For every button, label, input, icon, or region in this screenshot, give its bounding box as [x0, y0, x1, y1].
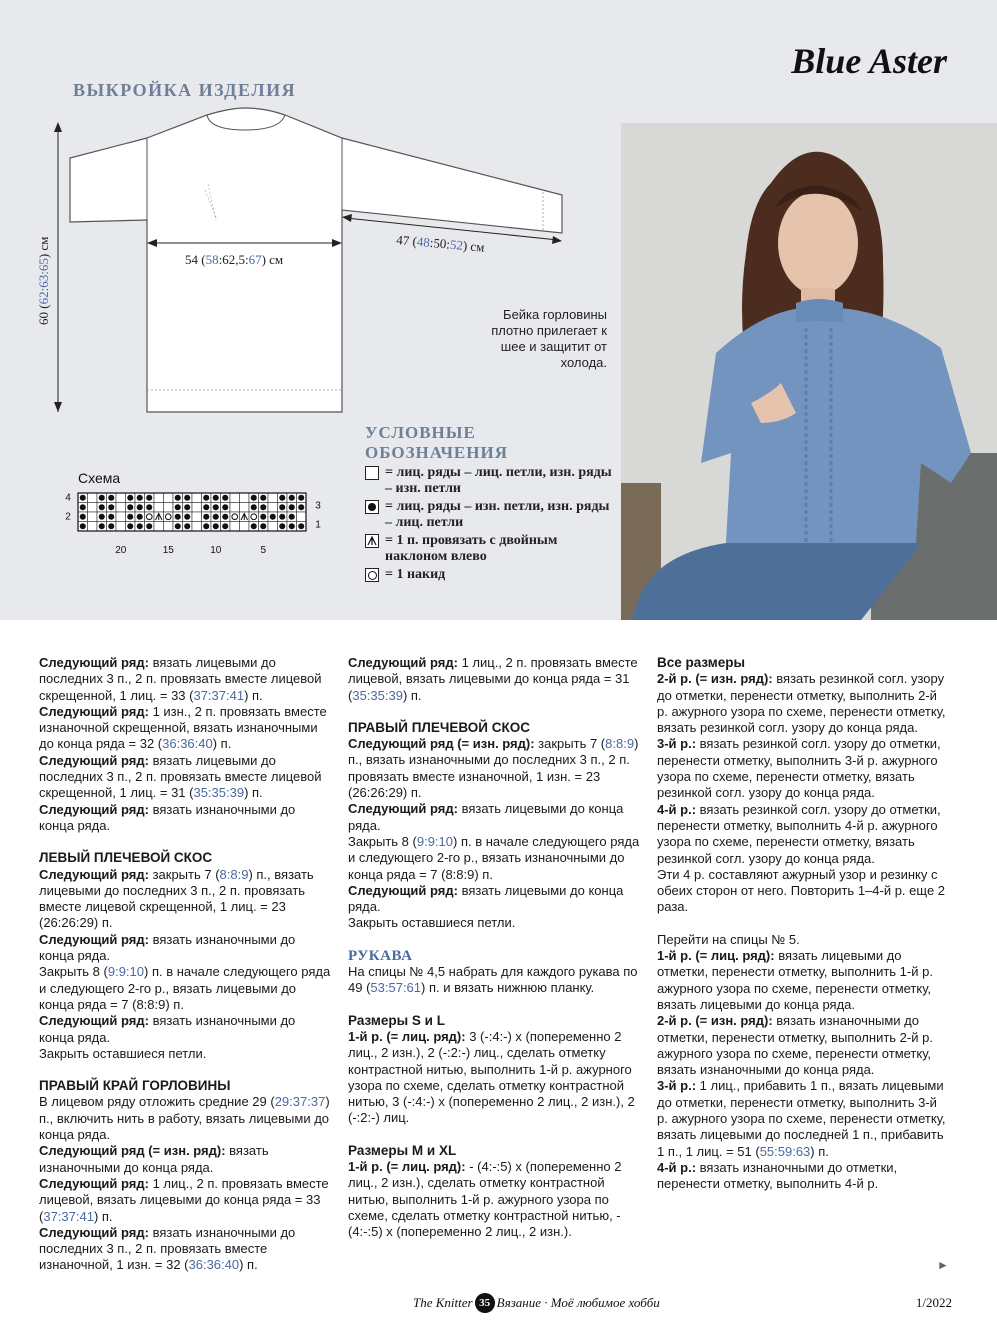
purl-dot — [260, 514, 266, 520]
purl-dot — [137, 504, 143, 510]
row-label: Следующий ряд (= изн. ряд): — [348, 736, 535, 752]
row-label: Следующий ряд: — [348, 801, 458, 817]
height-label — [36, 237, 51, 325]
instruction-paragraph — [39, 655, 331, 704]
instruction-paragraph — [657, 736, 947, 801]
row-text: вязать изнаночными до конца ряда. — [39, 801, 296, 833]
row-text: Закрыть 8 ( — [39, 964, 108, 980]
purl-dot — [80, 514, 86, 520]
instruction-paragraph — [348, 834, 640, 883]
legend — [365, 423, 615, 583]
instruction-paragraph — [348, 915, 640, 931]
page-number: 35 — [475, 1293, 495, 1313]
size-values: 9:9:10 — [416, 833, 454, 849]
purl-dot — [175, 495, 181, 501]
purl-dot — [298, 523, 304, 529]
width-label-s3: 67 — [248, 252, 262, 267]
row-text: вязать резинкой согл. узору до отметки, перенести отметку, выполнить 4-й р. ажурного узора по схеме, перенести отметку, вязать резинкой согл. узору до конца ряда. — [657, 801, 941, 866]
purl-dot — [80, 504, 86, 510]
purl-dot — [260, 504, 266, 510]
purl-dot — [127, 523, 133, 529]
height-label-unit: ) см — [36, 236, 51, 259]
row-label: 1-й р. (= лиц. ряд): — [348, 1028, 466, 1044]
row-label: 2-й р. (= изн. ряд): — [657, 1013, 773, 1029]
column-1 — [39, 655, 331, 1274]
purl-dot — [146, 523, 152, 529]
row-text: закрыть 7 ( — [534, 736, 606, 752]
purl-dot — [222, 514, 228, 520]
filled-dot-icon — [365, 500, 379, 514]
next-page-arrow-icon[interactable]: ► — [937, 1258, 949, 1272]
row-text-end: ) п. — [402, 687, 422, 703]
row-text-end: ) п. — [244, 687, 263, 703]
instruction-paragraph — [39, 1094, 331, 1143]
purl-dot — [251, 504, 257, 510]
size-values: 36:36:40 — [162, 736, 213, 752]
row-text-end: ) п. в начале следующего ряда и следующего 2-го р., вязать изнаночными до конца ряда = 7 (8:8:9) п. — [348, 833, 640, 882]
legend-item — [365, 533, 615, 565]
row-label: Следующий ряд: — [348, 882, 458, 898]
row-text-end: ) п. в начале следующего ряда и следующего 2-го р., вязать лицевыми до конца ряда = 7 (8:8:9) п. — [39, 964, 331, 1012]
row-label: Следующий ряд: — [39, 1175, 149, 1191]
sleeve-label — [396, 232, 485, 255]
purl-dot — [213, 523, 219, 529]
purl-dot — [127, 495, 133, 501]
issue-number: 1/2022 — [915, 1295, 952, 1310]
row-label: 1-й р. (= лиц. ряд): — [657, 948, 775, 964]
instruction-paragraph — [39, 1225, 331, 1274]
magazine-tagline: Вязание · Моё любимое хобби — [496, 1295, 660, 1310]
chart-cell — [116, 493, 126, 503]
sleeve-label-s1: 48 — [416, 233, 431, 250]
purl-dot — [289, 523, 295, 529]
row-text-end: ) п. — [212, 736, 232, 752]
sleeve-label-s3: 52 — [449, 236, 464, 253]
purl-dot — [270, 514, 276, 520]
chart-cell — [116, 503, 126, 513]
purl-dot — [289, 495, 295, 501]
purl-dot — [99, 504, 105, 510]
purl-dot — [213, 504, 219, 510]
row-text: В лицевом ряду отложить средние 29 ( — [39, 1094, 275, 1110]
instruction-paragraph — [39, 704, 331, 753]
instruction-paragraph — [657, 671, 947, 736]
row-text: Закрыть 8 ( — [348, 833, 417, 849]
row-text: закрыть 7 ( — [148, 866, 220, 882]
purl-dot — [108, 504, 114, 510]
instruction-paragraph — [348, 736, 640, 801]
purl-dot — [184, 514, 190, 520]
row-label: 2-й р. (= изн. ряд): — [657, 671, 773, 687]
row-text: вязать резинкой согл. узору до отметки, перенести отметку, выполнить 3-й р. ажурного узора по схеме, перенести отметку, вязать резинкой согл. узору до конца ряда. — [657, 736, 941, 801]
chart-cell — [154, 522, 164, 532]
section-title: ПРАВЫЙ ПЛЕЧЕВОЙ СКОС — [348, 719, 530, 735]
chart-cell — [240, 493, 250, 503]
column-2 — [348, 655, 640, 1241]
section-title: Все размеры — [657, 655, 746, 670]
legend-title-line2: ОБОЗНАЧЕНИЯ — [365, 443, 508, 462]
yarn-over-icon — [365, 568, 379, 582]
purl-dot — [127, 514, 133, 520]
purl-dot — [175, 523, 181, 529]
purl-dot — [251, 523, 257, 529]
chart-cell — [164, 522, 174, 532]
footer-center — [413, 1293, 660, 1313]
row-text: Закрыть оставшиеся петли. — [348, 915, 516, 931]
size-values: 29:37:37 — [274, 1094, 326, 1110]
row-label: Следующий ряд: — [39, 1224, 149, 1240]
purl-dot — [184, 504, 190, 510]
size-values: 37:37:41 — [43, 1208, 94, 1224]
height-label-main: 60 ( — [36, 304, 51, 325]
purl-dot — [213, 514, 219, 520]
purl-dot — [279, 495, 285, 501]
chart-cell — [268, 493, 278, 503]
height-label-sizes: 62:63:65 — [36, 258, 51, 305]
brand-title: Blue Aster — [791, 41, 947, 81]
sleeve-label-s2: :50: — [429, 234, 451, 252]
size-values: 35:35:39 — [193, 785, 245, 801]
purl-dot — [222, 504, 228, 510]
row-text: вязать лицевыми до конца ряда. — [348, 882, 624, 915]
model-photo — [621, 123, 997, 620]
section-title: РУКАВА — [348, 947, 413, 964]
instruction-paragraph — [657, 1160, 947, 1193]
legend-item — [365, 499, 615, 531]
size-values: 9:9:10 — [107, 964, 145, 980]
row-text: На спицы № 4,5 набрать для каждого рукава по 49 ( — [348, 964, 638, 996]
instruction-paragraph — [657, 867, 947, 916]
purl-dot — [289, 504, 295, 510]
purl-dot — [251, 495, 257, 501]
instruction-paragraph — [348, 883, 640, 916]
purl-dot — [137, 514, 143, 520]
purl-dot — [175, 504, 181, 510]
instruction-paragraph — [657, 1013, 947, 1078]
row-text: 1 лиц., 2 п. провязать вместе лицевой, вязать лицевыми до конца ряда = 31 ( — [348, 655, 638, 703]
chart-cell — [192, 493, 202, 503]
size-values: 53:57:61 — [370, 980, 422, 996]
chart-cell — [88, 522, 98, 532]
instruction-paragraph — [39, 802, 331, 835]
instruction-paragraph — [39, 1046, 331, 1062]
row-text: вязать изнаночными до конца ряда. — [39, 1143, 269, 1175]
width-label-s2: :62,5: — [218, 252, 249, 267]
legend-text: = 1 п. провязать с двойным наклоном влево — [385, 533, 558, 564]
row-label: Следующий ряд: — [39, 866, 149, 882]
row-text: вязать лицевыми до отметки, перенести отметку, выполнить 1-й р. ажурного узора по схеме, перенести отметку, вязать лицевыми до конца ряда. — [657, 948, 933, 1012]
chart-cell — [164, 493, 174, 503]
row-text: вязать изнаночными до последних 3 п., 2 п. провязать вместе изнаночной, 1 изн. = 32 ( — [39, 1224, 296, 1273]
row-text-end: ) п. и вязать нижнюю планку. — [421, 980, 595, 996]
purl-dot — [80, 523, 86, 529]
instruction-paragraph — [657, 932, 947, 948]
purl-dot — [203, 514, 209, 520]
chart-cell — [154, 503, 164, 513]
row-text: вязать изнаночными до отметки, перенести отметку, выполнить 4-й р. — [657, 1159, 898, 1192]
chart-cell — [88, 503, 98, 513]
chart-cell — [240, 503, 250, 513]
section-title: ЛЕВЫЙ ПЛЕЧЕВОЙ СКОС — [39, 850, 213, 866]
purl-dot — [80, 495, 86, 501]
column-3 — [657, 655, 947, 1193]
purl-dot — [108, 514, 114, 520]
chart-cell — [268, 522, 278, 532]
row-text: вязать изнаночными до конца ряда. — [39, 1013, 296, 1045]
purl-dot — [203, 495, 209, 501]
row-text-end: ) п., включить нить в работу, вязать лицевыми до конца ряда. — [39, 1094, 330, 1143]
row-text: вязать лицевыми до последних 3 п., 2 п. провязать вместе лицевой скрещенной, 1 лиц. = 31 ( — [39, 752, 322, 801]
section-title: Размеры S и L — [348, 1012, 445, 1028]
size-values: 37:37:41 — [193, 687, 245, 703]
chart-label: Схема — [78, 470, 121, 486]
size-values: 55:59:63 — [759, 1143, 811, 1159]
sleeve-label-main: 47 ( — [395, 232, 418, 249]
legend-text: = 1 накид — [385, 567, 446, 582]
row-label-right: 3 — [315, 500, 321, 512]
purl-dot — [203, 504, 209, 510]
purl-dot — [298, 504, 304, 510]
chart-cell — [192, 512, 202, 522]
row-label-left: 2 — [65, 511, 71, 523]
purl-dot — [146, 504, 152, 510]
purl-dot — [260, 523, 266, 529]
row-text: Перейти на спицы № 5. — [657, 931, 800, 947]
row-label: Следующий ряд: — [39, 931, 149, 947]
chart-cell — [164, 503, 174, 513]
chart-cell — [154, 493, 164, 503]
empty-square-icon — [365, 466, 379, 480]
section-title: Размеры M и XL — [348, 1142, 457, 1158]
purl-dot — [146, 495, 152, 501]
decrease-icon — [365, 534, 379, 548]
sleeve-label-unit: ) см — [462, 237, 486, 255]
row-text: 1 лиц., прибавить 1 п., вязать лицевыми до отметки, перенести отметку, выполнить 3-й р. ажурного узора по схеме, перенести отметку, вязать лицевыми до последней 1 п., прибавить 1 п., 1 лиц. = 51 ( — [657, 1078, 946, 1159]
purl-dot — [279, 504, 285, 510]
stitch-chart — [58, 490, 328, 560]
instruction-paragraph — [657, 948, 947, 1013]
row-text: вязать резинкой согл. узору до отметки, перенести отметку, выполнить 2-й р. ажурного узора по схеме, перенести отметку, вязать резинкой согл. узору до конца ряда. — [657, 671, 946, 736]
row-text-end: ) п. — [239, 1257, 258, 1273]
purl-dot — [99, 495, 105, 501]
row-label-left: 4 — [65, 492, 71, 504]
chart-cell — [230, 503, 240, 513]
purl-dot — [203, 523, 209, 529]
column-label: 10 — [210, 545, 222, 556]
legend-item — [365, 567, 615, 583]
neck-note: Бейка горловины плотно прилегает к шее и защитит от холода. — [491, 307, 607, 370]
purl-dot — [137, 495, 143, 501]
purl-dot — [137, 523, 143, 529]
row-text-end: ) п., вязать изнаночными до последних 3 п., 2 п. провязать вместе изнаночной, 1 изн. = 23 (26:26:29) п. — [348, 736, 639, 801]
row-label: Следующий ряд: — [39, 703, 149, 719]
instruction-paragraph — [39, 1176, 331, 1225]
instruction-paragraph — [348, 801, 640, 834]
purl-dot — [289, 514, 295, 520]
instruction-paragraph — [348, 655, 640, 704]
size-values: 8:8:9 — [219, 866, 249, 882]
purl-dot — [175, 514, 181, 520]
purl-dot — [127, 504, 133, 510]
legend-text: = лиц. ряды – лиц. петли, изн. ряды – изн. петли — [385, 465, 612, 496]
row-text-end: ) п. — [93, 1208, 113, 1224]
row-label: Следующий ряд: — [39, 752, 149, 768]
row-label: Следующий ряд: — [39, 801, 149, 817]
purl-dot — [99, 514, 105, 520]
width-label — [185, 252, 283, 267]
row-text-end: ) п. — [810, 1143, 829, 1159]
row-text-end: ) п., вязать лицевыми до последних 3 п., 2 п. провязать вместе лицевой скрещенной, 1 лиц. = 23 (26:26:29) п. — [39, 866, 314, 931]
width-label-unit: ) см — [261, 252, 284, 267]
row-label: 4-й р.: — [657, 1159, 697, 1175]
purl-dot — [222, 495, 228, 501]
legend-text: = лиц. ряды – изн. петли, изн. ряды – лиц. петли — [385, 499, 610, 530]
instruction-paragraph — [657, 1078, 947, 1159]
instruction-paragraph — [657, 802, 947, 867]
section-title: ПРАВЫЙ КРАЙ ГОРЛОВИНЫ — [39, 1078, 231, 1094]
column-label: 5 — [260, 545, 267, 556]
chart-cell — [268, 503, 278, 513]
instruction-paragraph — [348, 964, 640, 997]
footer — [0, 1293, 997, 1313]
width-label-main: 54 ( — [185, 252, 206, 267]
purl-dot — [298, 495, 304, 501]
row-label: 1-й р. (= лиц. ряд): — [348, 1159, 466, 1175]
row-label: Следующий ряд: — [39, 655, 149, 670]
pattern-heading: ВЫКРОЙКА ИЗДЕЛИЯ — [73, 80, 297, 100]
instruction-paragraph — [348, 1029, 640, 1127]
column-label: 20 — [115, 545, 127, 556]
row-label: 3-й р.: — [657, 736, 697, 752]
size-values: 35:35:39 — [352, 687, 403, 703]
row-label: Следующий ряд (= изн. ряд): — [39, 1143, 226, 1159]
purl-dot — [108, 495, 114, 501]
row-text: вязать лицевыми до конца ряда. — [348, 801, 624, 833]
purl-dot — [184, 495, 190, 501]
purl-dot — [279, 514, 285, 520]
legend-title-line1: УСЛОВНЫЕ — [365, 423, 476, 442]
garment-schematic — [30, 100, 590, 430]
row-label: Следующий ряд: — [39, 1013, 149, 1029]
row-text: вязать изнаночными до отметки, перенести отметку, выполнить 2-й р. ажурного узора по схеме, перенести отметку, вязать изнаночными до конца ряда. — [657, 1013, 933, 1078]
instruction-paragraph — [39, 964, 331, 1013]
instruction-paragraph — [39, 1013, 331, 1046]
width-label-s1: 58 — [205, 252, 219, 267]
chart-cell — [240, 522, 250, 532]
chart-cell — [297, 512, 307, 522]
purl-dot — [184, 523, 190, 529]
row-text: Закрыть оставшиеся петли. — [39, 1045, 207, 1061]
legend-item — [365, 465, 615, 497]
purl-dot — [260, 495, 266, 501]
size-values: 8:8:9 — [605, 736, 635, 752]
chart-cell — [88, 493, 98, 503]
row-text: вязать лицевыми до последних 3 п., 2 п. провязать вместе лицевой скрещенной, 1 лиц. = 33 ( — [39, 655, 322, 703]
row-label: Следующий ряд: — [348, 655, 458, 670]
instruction-paragraph — [39, 867, 331, 932]
chart-cell — [88, 512, 98, 522]
size-values: 36:36:40 — [188, 1257, 240, 1273]
purl-dot — [213, 495, 219, 501]
instruction-paragraph — [39, 1143, 331, 1176]
chart-cell — [116, 512, 126, 522]
purl-dot — [99, 523, 105, 529]
instruction-paragraph — [39, 932, 331, 965]
row-label: 4-й р.: — [657, 801, 697, 817]
instruction-paragraph — [39, 753, 331, 802]
purl-dot — [279, 523, 285, 529]
instruction-paragraph — [348, 1159, 640, 1240]
row-text: Эти 4 р. составляют ажурный узор и резинку с обеих сторон от него. Повторить 1–4-й р. еще 2 раза. — [657, 866, 946, 915]
row-label-right: 1 — [315, 519, 321, 531]
chart-cell — [192, 522, 202, 532]
row-text: 1 изн., 2 п. провязать вместе изнаночной скрещенной, вязать изнаночными до конца ряда = 32 ( — [39, 703, 327, 752]
chart-cell — [230, 522, 240, 532]
row-label: 3-й р.: — [657, 1078, 697, 1094]
row-text: - (4:-:5) x (попеременно 2 лиц., 2 изн.), сделать отметку контрастной нитью, выполнить 1-й р. ажурного узора по схеме, сделать отметку контрастной нитью, - (4:-:5) x (попеременно 2 лиц., 2 изн.). — [348, 1159, 622, 1240]
magazine-name: The Knitter — [413, 1295, 473, 1310]
row-text: 1 лиц., 2 п. провязать вместе лицевой, вязать лицевыми до конца ряда = 33 ( — [39, 1175, 329, 1224]
row-text: вязать изнаночными до конца ряда. — [39, 931, 296, 964]
chart-cell — [116, 522, 126, 532]
model-illustration — [621, 123, 997, 620]
chart-cell — [192, 503, 202, 513]
row-text-end: ) п. — [244, 785, 263, 801]
purl-dot — [108, 523, 114, 529]
purl-dot — [222, 523, 228, 529]
chart-cell — [230, 493, 240, 503]
column-label: 15 — [162, 545, 174, 556]
row-text: 3 (-:4:-) x (попеременно 2 лиц., 2 изн.), 2 (-:2:-) лиц., сделать отметку контрастной нитью, выполнить 1-й р. ажурного узора по схеме, сделать отметку контрастной нитью, 3 (-:4:-) x (попеременно 2 лиц., 2 изн.), 2 (-:2:-) лиц. — [348, 1028, 635, 1126]
